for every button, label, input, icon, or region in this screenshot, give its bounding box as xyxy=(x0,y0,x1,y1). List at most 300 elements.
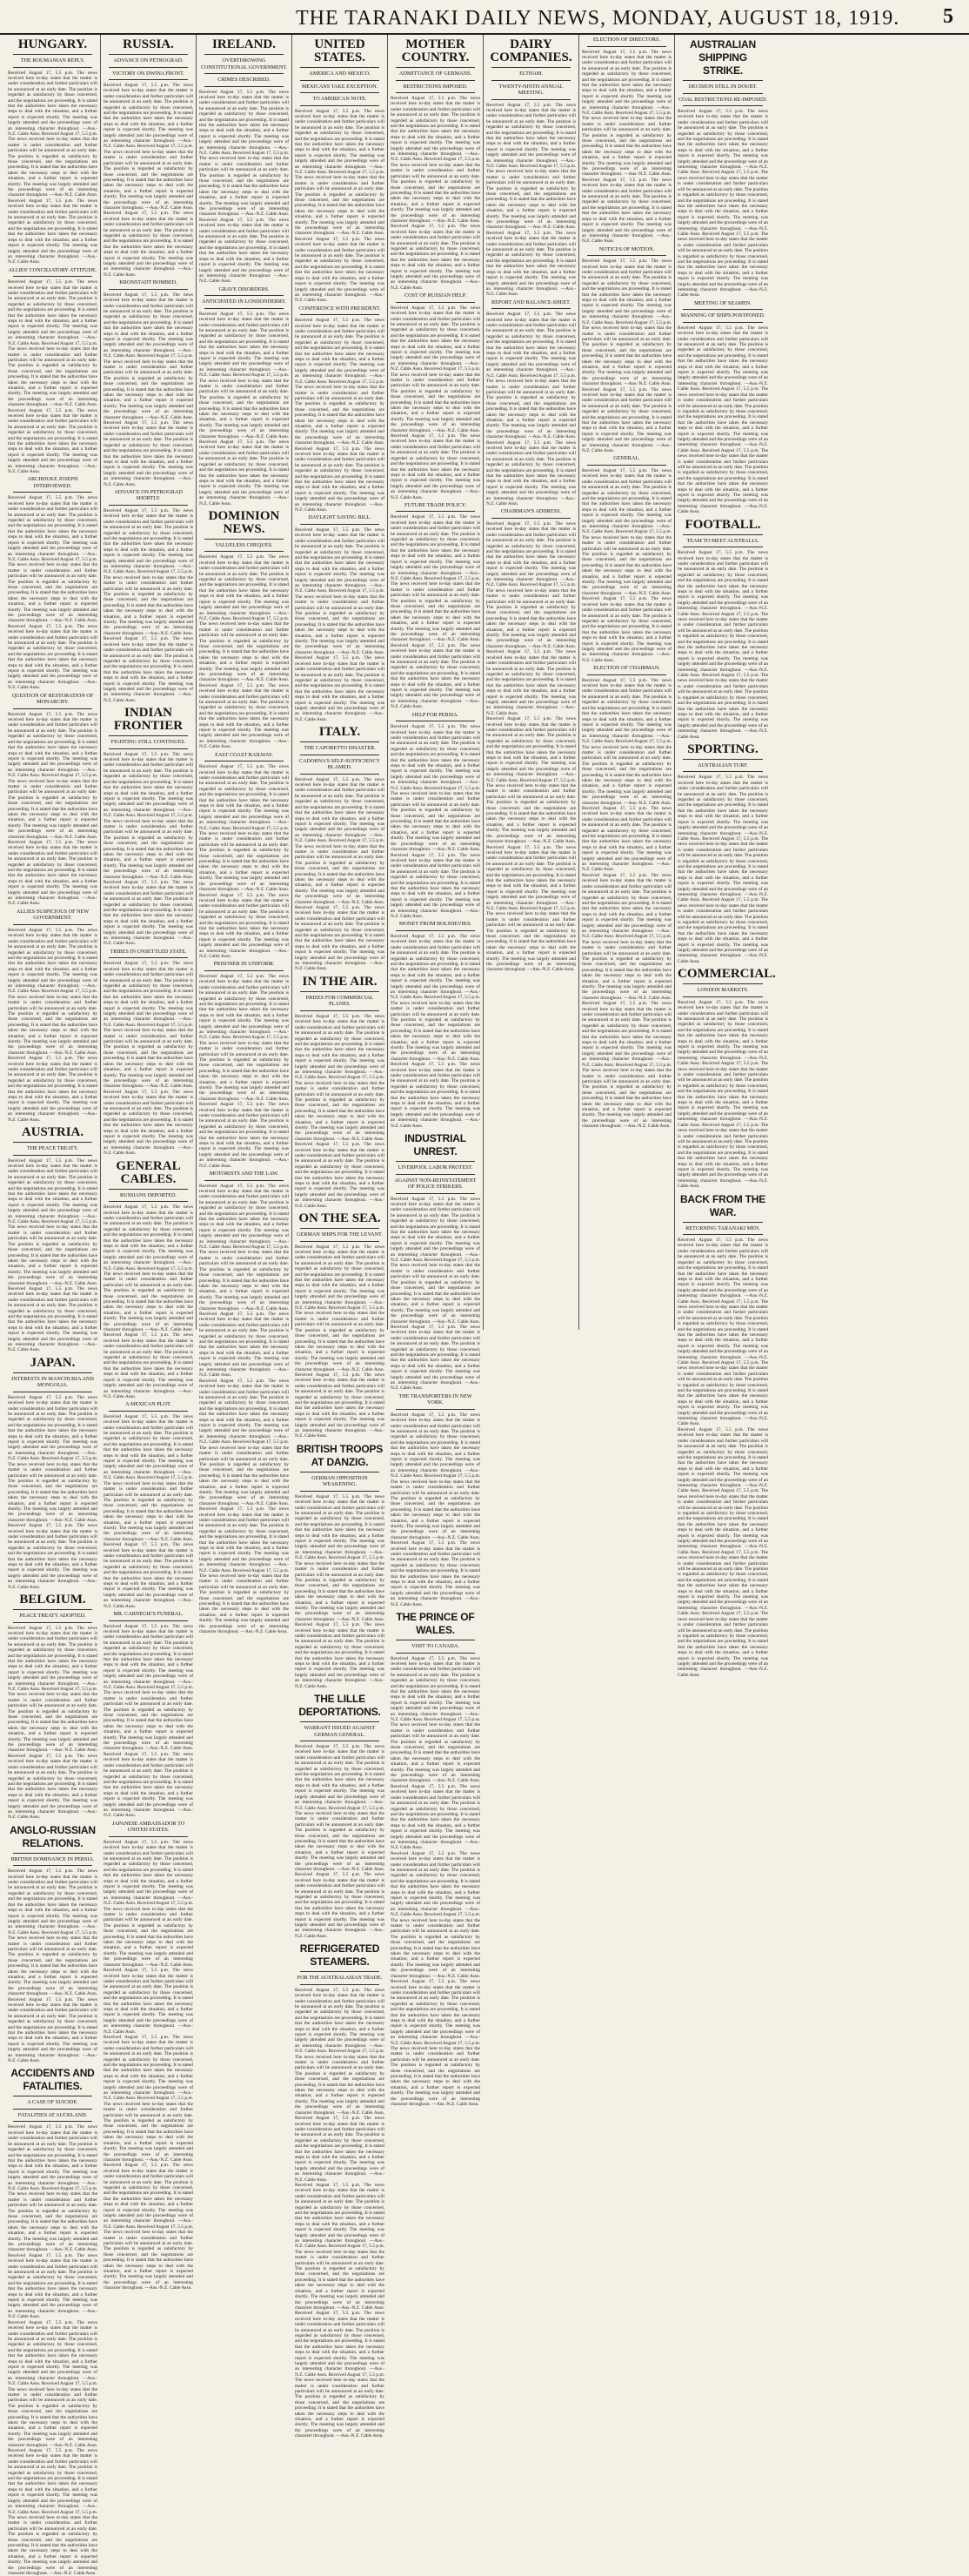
article-body: Received August 17, 5.5 p.m. The news received here to-day states that the matter is under consideration and further particulars will be announced at an early date. The position is regarded as satisfactory by those concerned, and the negotiations are proceeding. It is stated that the authorities have taken the necessary steps to deal with the situation, and a further report is expected shortly. The meeting was largely attended and the proceedings were of an interesting character throughout. —Aus.-N.Z. Cable Assn. Received August 17, 5.5 p.m. The news received here to-day states that the matter is under consideration and further particulars will be announced at an early date. The position is regarded as satisfactory by those concerned, and the negotiations are proceeding. It is stated that the authorities have taken the necessary steps to deal with the situation, and a further report is expected shortly. The meeting was largely attended and the proceedings were of an interesting character throughout. —Aus.-N.Z. Cable Assn. Received August 17, 5.5 p.m. The news received here to-day states that the matter is under consideration and further particulars will be announced at an early date. The position is regarded as satisfactory by those concerned, and the negotiations are proceeding. It is stated that the authorities have taken the necessary steps to deal with the situation, and a further report is expected shortly. The meeting was largely attended and the proceedings were of an interesting character throughout. —Aus.-N.Z. Cable Assn. xyxy=(104,751,193,947)
article-headline: FOOTBALL. xyxy=(685,517,761,532)
subheading-rule xyxy=(204,86,284,87)
article-subheading: CHAIRMAN'S ADDRESS. xyxy=(500,508,562,515)
article-section xyxy=(582,455,672,663)
article-body: Received August 17, 5.5 p.m. The news received here to-day states that the matter is under consideration and further particulars will be announced at an early date. The position is regarded as satisfactory by those concerned, and the negotiations are proceeding. It is stated that the authorities have taken the necessary steps to deal with the situation, and a further report is expected shortly. The meeting was largely attended and the proceedings were of an interesting character throughout. —Aus.-N.Z. Cable Assn. Received August 17, 5.5 p.m. The news received here to-day states that the matter is under consideration and further particulars will be announced at an early date. The position is regarded as satisfactory by those concerned, and the negotiations are proceeding. It is stated that the authorities have taken the necessary steps to deal with the situation, and a further report is expected shortly. The meeting was largely attended and the proceedings were of an interesting character throughout. —Aus.-N.Z. Cable Assn. Received August 17, 5.5 p.m. The news received here to-day states that the matter is under consideration and further particulars will be announced at an early date. The position is regarded as satisfactory by those concerned, and the negotiations are proceeding. It is stated that the authorities have taken the necessary steps to deal with the situation, and a further report is expected shortly. The meeting was largely attended and the proceedings were of an interesting character throughout. —Aus.-N.Z. Cable Assn. Received August 17, 5.5 p.m. The news received here to-day states that the matter is under consideration and further particulars will be announced at an early date. The position is regarded as satisfactory by those concerned, and the negotiations are proceeding. It is stated that the authorities have taken the necessary steps to deal with the situation, and a further report is expected shortly. The meeting was largely attended and the proceedings were of an interesting character throughout. —Aus.-N.Z. Cable Assn. xyxy=(582,872,672,1130)
article-headline: MOTHER COUNTRY. xyxy=(401,37,470,64)
article-headline: RUSSIA. xyxy=(123,37,174,51)
article-body: Received August 17, 5.5 p.m. The news received here to-day states that the matter is under consideration and further particulars will be announced at an early date. The position is regarded as satisfactory by those concerned, and the negotiations are proceeding. It is stated that the authorities have taken the necessary steps to deal with the situation, and a further report is expected shortly. The meeting was largely attended and the proceedings were of an interesting character throughout. —Aus.-N.Z. Cable Assn. Received August 17, 5.5 p.m. The news received here to-day states that the matter is under consideration and further particulars will be announced at an early date. The position is regarded as satisfactory by those concerned, and the negotiations are proceeding. It is stated that the authorities have taken the necessary steps to deal with the situation, and a further report is expected shortly. The meeting was largely attended and the proceedings were of an interesting character throughout. —Aus.-N.Z. Cable Assn. Received August 17, 5.5 p.m. The news received here to-day states that the matter is under consideration and further particulars will be announced at an early date. The position is regarded as satisfactory by those concerned, and the negotiations are proceeding. It is stated that the authorities have taken the necessary steps to deal with the situation, and a further report is expected shortly. The meeting was largely attended and the proceedings were of an interesting character throughout. —Aus.-N.Z. Cable Assn. xyxy=(8,1625,97,1821)
subheading-rule xyxy=(13,708,92,709)
article-subheading: INTERESTS IN MANCHURIA AND MONGOLIA. xyxy=(11,1375,94,1389)
article-body: Received August 17, 5.5 p.m. The news received here to-day states that the matter is under consideration and further particulars will be announced at an early date. The position is regarded as satisfactory by those concerned, and the negotiations are proceeding. It is stated that the authorities have taken the necessary steps to deal with the situation, and a further report is expected shortly. The meeting was largely attended and the proceedings were of an interesting character throughout. —Aus.-N.Z. Cable Assn. Received August 17, 5.5 p.m. The news received here to-day states that the matter is under consideration and further particulars will be announced at an early date. The position is regarded as satisfactory by those concerned, and the negotiations are proceeding. It is stated that the authorities have taken the necessary steps to deal with the situation, and a further report is expected shortly. The meeting was largely attended and the proceedings were of an interesting character throughout. —Aus.-N.Z. Cable Assn. Received August 17, 5.5 p.m. The news received here to-day states that the matter is under consideration and further particulars will be announced at an early date. The position is regarded as satisfactory by those concerned, and the negotiations are proceeding. It is stated that the authorities have taken the necessary steps to deal with the situation, and a further report is expected shortly. The meeting was largely attended and the proceedings were of an interesting character throughout. —Aus.-N.Z. Cable Assn. xyxy=(104,83,193,278)
article-body: Received August 17, 5.5 p.m. The news received here to-day states that the matter is under consideration and further particulars will be announced at an early date. The position is regarded as satisfactory by those concerned, and the negotiations are proceeding. It is stated that the authorities have taken the necessary steps to deal with the situation, and a further report is expected shortly. The meeting was largely attended and the proceedings were of an interesting character throughout. —Aus.-N.Z. Cable Assn. Received August 17, 5.5 p.m. The news received here to-day states that the matter is under consideration and further particulars will be announced at an early date. The position is regarded as satisfactory by those concerned, and the negotiations are proceeding. It is stated that the authorities have taken the necessary steps to deal with the situation, and a further report is expected shortly. The meeting was largely attended and the proceedings were of an interesting character throughout. —Aus.-N.Z. Cable Assn. Received August 17, 5.5 p.m. The news received here to-day states that the matter is under consideration and further particulars will be announced at an early date. The position is regarded as satisfactory by those concerned, and the negotiations are proceeding. It is stated that the authorities have taken the necessary steps to deal with the situation, and a further report is expected shortly. The meeting was largely attended and the proceedings were of an interesting character throughout. —Aus.-N.Z. Cable Assn. Received August 17, 5.5 p.m. The news received here to-day states that the matter is under consideration and further particulars will be announced at an early date. The position is regarded as satisfactory by those concerned, and the negotiations are proceeding. It is stated that the authorities have taken the necessary steps to deal with the situation, and a further report is expected shortly. The meeting was largely attended and the proceedings were of an interesting character throughout. —Aus.-N.Z. Cable Assn. xyxy=(295,2182,384,2439)
subheading-rule xyxy=(204,970,284,971)
article-section xyxy=(199,752,289,960)
article-subheading: BRITISH DOMINANCE IN PERSIA. xyxy=(10,1855,95,1862)
article-section xyxy=(295,1942,384,2183)
article-headline: ON THE SEA. xyxy=(298,1211,381,1226)
headline-rule xyxy=(300,1228,379,1229)
article-subheading: THE TRANSPORTERS IN NEW YORK. xyxy=(398,1392,472,1406)
article-body: Received August 17, 5.5 p.m. The news received here to-day states that the matter is under consideration and further particulars will be announced at an early date. The position is regarded as satisfactory by those concerned, and the negotiations are proceeding. It is stated that the authorities have taken the necessary steps to deal with the situation, and a further report is expected shortly. The meeting was largely attended and the proceedings were of an interesting character throughout. —Aus.-N.Z. Cable Assn. Received August 17, 5.5 p.m. The news received here to-day states that the matter is under consideration and further particulars will be announced at an early date. The position is regarded as satisfactory by those concerned, and the negotiations are proceeding. It is stated that the authorities have taken the necessary steps to deal with the situation, and a further report is expected shortly. The meeting was largely attended and the proceedings were of an interesting character throughout. —Aus.-N.Z. Cable Assn. Received August 17, 5.5 p.m. The news received here to-day states that the matter is under consideration and further particulars will be announced at an early date. The position is regarded as satisfactory by those concerned, and the negotiations are proceeding. It is stated that the authorities have taken the necessary steps to deal with the situation, and a further report is expected shortly. The meeting was largely attended and the proceedings were of an interesting character throughout. —Aus.-N.Z. Cable Assn. xyxy=(295,1013,384,1209)
article-body: Received August 17, 5.5 p.m. The news received here to-day states that the matter is under consideration and further particulars will be announced at an early date. The position is regarded as satisfactory by those concerned, and the negotiations are proceeding. It is stated that the authorities have taken the necessary steps to deal with the situation, and a further report is expected shortly. The meeting was largely attended and the proceedings were of an interesting character throughout. —Aus.-N.Z. Cable Assn. Received August 17, 5.5 p.m. The news received here to-day states that the matter is under consideration and further particulars will be announced at an early date. The position is regarded as satisfactory by those concerned, and the negotiations are proceeding. It is stated that the authorities have taken the necessary steps to deal with the situation, and a further report is expected shortly. The meeting was largely attended and the proceedings were of an interesting character throughout. —Aus.-N.Z. Cable Assn. Received August 17, 5.5 p.m. The news received here to-day states that the matter is under consideration and further particulars will be announced at an early date. The position is regarded as satisfactory by those concerned, and the negotiations are proceeding. It is stated that the authorities have taken the necessary steps to deal with the situation, and a further report is expected shortly. The meeting was largely attended and the proceedings were of an interesting character throughout. —Aus.-N.Z. Cable Assn. xyxy=(199,1183,289,1379)
article-section xyxy=(391,1132,480,1392)
headline-rule xyxy=(683,1222,763,1223)
article-subheading: GRAVE DISORDERS. xyxy=(218,285,270,292)
article-headline: ITALY. xyxy=(318,725,361,740)
article-headline: DAIRY COMPANIES. xyxy=(490,37,572,64)
article-headline: DOMINION NEWS. xyxy=(208,508,280,536)
article-subheading: FOR THE AUSTRALASIAN TRADE. xyxy=(297,1975,383,1982)
article-headline: GENERAL CABLES. xyxy=(116,1158,181,1186)
subheading-rule xyxy=(300,524,379,525)
article-subheading: ELTHAM. xyxy=(519,70,543,77)
article-subheading: FIGHTING STILL CONTINUES. xyxy=(110,739,186,746)
article-subheading: RESTRICTIONS IMPOSED. xyxy=(403,83,468,90)
article-section xyxy=(199,38,289,285)
article-section xyxy=(582,37,672,245)
article-body: Received August 17, 5.5 p.m. The news received here to-day states that the matter is under consideration and further particulars will be announced at an early date. The position is regarded as satisfactory by those concerned, and the negotiations are proceeding. It is stated that the authorities have taken the necessary steps to deal with the situation, and a further report is expected shortly. The meeting was largely attended and the proceedings were of an interesting character throughout. —Aus.-N.Z. Cable Assn. Received August 17, 5.5 p.m. The news received here to-day states that the matter is under consideration and further particulars will be announced at an early date. The position is regarded as satisfactory by those concerned, and the negotiations are proceeding. It is stated that the authorities have taken the necessary steps to deal with the situation, and a further report is expected shortly. The meeting was largely attended and the proceedings were of an interesting character throughout. —Aus.-N.Z. Cable Assn. Received August 17, 5.5 p.m. The news received here to-day states that the matter is under consideration and further particulars will be announced at an early date. The position is regarded as satisfactory by those concerned, and the negotiations are proceeding. It is stated that the authorities have taken the necessary steps to deal with the situation, and a further report is expected shortly. The meeting was largely attended and the proceedings were of an interesting character throughout. —Aus.-N.Z. Cable Assn. xyxy=(391,933,480,1129)
subheading-rule xyxy=(587,465,666,466)
subheading-rule xyxy=(109,505,188,506)
subheading-rule xyxy=(204,551,284,552)
article-subheading: COST OF RUSSIAN HELP. xyxy=(404,292,467,299)
article-body: Received August 17, 5.5 p.m. The news received here to-day states that the matter is under consideration and further particulars will be announced at an early date. The position is regarded as satisfactory by those concerned, and the negotiations are proceeding. It is stated that the authorities have taken the necessary steps to deal with the situation, and a further report is expected shortly. The meeting was largely attended and the proceedings were of an interesting character throughout. —Aus.-N.Z. Cable Assn. Received August 17, 5.5 p.m. The news received here to-day states that the matter is under consideration and further particulars will be announced at an early date. The position is regarded as satisfactory by those concerned, and the negotiations are proceeding. It is stated that the authorities have taken the necessary steps to deal with the situation, and a further report is expected shortly. The meeting was largely attended and the proceedings were of an interesting character throughout. —Aus.-N.Z. Cable Assn. Received August 17, 5.5 p.m. The news received here to-day states that the matter is under consideration and further particulars will be announced at an early date. The position is regarded as satisfactory by those concerned, and the negotiations are proceeding. It is stated that the authorities have taken the necessary steps to deal with the situation, and a further report is expected shortly. The meeting was largely attended and the proceedings were of an interesting character throughout. —Aus.-N.Z. Cable Assn. xyxy=(295,1244,384,1439)
article-subheading: COAL RESTRICTIONS RE-IMPOSED. xyxy=(678,96,768,103)
article-subheading: AGAINST NON-REINSTATEMENT OF POLICE STRIKERS. xyxy=(394,1177,477,1191)
article-section xyxy=(295,305,384,513)
subheading-rule xyxy=(109,1620,188,1621)
subheading-rule xyxy=(109,748,188,749)
subheading-rule xyxy=(683,309,763,310)
headline-rule xyxy=(13,1609,92,1610)
article-subheading: VALUELESS CHEQUES. xyxy=(215,541,273,548)
article-section xyxy=(199,286,289,506)
article-section xyxy=(199,961,289,1169)
article-section xyxy=(295,1693,384,1939)
headline-rule xyxy=(13,1142,92,1143)
article-subheading: EAST COAST RAILWAY. xyxy=(215,751,273,758)
subheading-rule xyxy=(13,67,92,68)
article-body: Received August 17, 5.5 p.m. The news received here to-day states that the matter is under consideration and further particulars will be announced at an early date. The position is regarded as satisfactory by those concerned, and the negotiations are proceeding. It is stated that the authorities have taken the necessary steps to deal with the situation, and a further report is expected shortly. The meeting was largely attended and the proceedings were of an interesting character throughout. —Aus.-N.Z. Cable Assn. Received August 17, 5.5 p.m. The news received here to-day states that the matter is under consideration and further particulars will be announced at an early date. The position is regarded as satisfactory by those concerned, and the negotiations are proceeding. It is stated that the authorities have taken the necessary steps to deal with the situation, and a further report is expected shortly. The meeting was largely attended and the proceedings were of an interesting character throughout. —Aus.-N.Z. Cable Assn. Received August 17, 5.5 p.m. The news received here to-day states that the matter is under consideration and further particulars will be announced at an early date. The position is regarded as satisfactory by those concerned, and the negotiations are proceeding. It is stated that the authorities have taken the necessary steps to deal with the situation, and a further report is expected shortly. The meeting was largely attended and the proceedings were of an interesting character throughout. —Aus.-N.Z. Cable Assn. xyxy=(8,70,97,265)
subheading-rule xyxy=(683,996,763,997)
article-body: Received August 17, 5.5 p.m. The news received here to-day states that the matter is under consideration and further particulars will be announced at an early date. The position is regarded as satisfactory by those concerned, and the negotiations are proceeding. It is stated that the authorities have taken the necessary steps to deal with the situation, and a further report is expected shortly. The meeting was largely attended and the proceedings were of an interesting character throughout. —Aus.-N.Z. Cable Assn. Received August 17, 5.5 p.m. The news received here to-day states that the matter is under consideration and further particulars will be announced at an early date. The position is regarded as satisfactory by those concerned, and the negotiations are proceeding. It is stated that the authorities have taken the necessary steps to deal with the situation, and a further report is expected shortly. The meeting was largely attended and the proceedings were of an interesting character throughout. —Aus.-N.Z. Cable Assn. Received August 17, 5.5 p.m. The news received here to-day states that the matter is under consideration and further particulars will be announced at an early date. The position is regarded as satisfactory by those concerned, and the negotiations are proceeding. It is stated that the authorities have taken the necessary steps to deal with the situation, and a further report is expected shortly. The meeting was largely attended and the proceedings were of an interesting character throughout. —Aus.-N.Z. Cable Assn. xyxy=(295,776,384,972)
subheading-rule xyxy=(491,308,571,309)
article-subheading: LONDON MARKETS. xyxy=(697,987,749,994)
article-body: Received August 17, 5.5 p.m. The news received here to-day states that the matter is under consideration and further particulars will be announced at an early date. The position is regarded as satisfactory by those concerned, and the negotiations are proceeding. It is stated that the authorities have taken the necessary steps to deal with the situation, and a further report is expected shortly. The meeting was largely attended and the proceedings were of an interesting character throughout. —Aus.-N.Z. Cable Assn. Received August 17, 5.5 p.m. The news received here to-day states that the matter is under consideration and further particulars will be announced at an early date. The position is regarded as satisfactory by those concerned, and the negotiations are proceeding. It is stated that the authorities have taken the necessary steps to deal with the situation, and a further report is expected shortly. The meeting was largely attended and the proceedings were of an interesting character throughout. —Aus.-N.Z. Cable Assn. Received August 17, 5.5 p.m. The news received here to-day states that the matter is under consideration and further particulars will be announced at an early date. The position is regarded as satisfactory by those concerned, and the negotiations are proceeding. It is stated that the authorities have taken the necessary steps to deal with the situation, and a further report is expected shortly. The meeting was largely attended and the proceedings were of an interesting character throughout. —Aus.-N.Z. Cable Assn. xyxy=(295,1493,384,1689)
article-body: Received August 17, 5.5 p.m. The news received here to-day states that the matter is under consideration and further particulars will be announced at an early date. The position is regarded as satisfactory by those concerned, and the negotiations are proceeding. It is stated that the authorities have taken the necessary steps to deal with the situation, and a further report is expected shortly. The meeting was largely attended and the proceedings were of an interesting character throughout. —Aus.-N.Z. Cable Assn. Received August 17, 5.5 p.m. The news received here to-day states that the matter is under consideration and further particulars will be announced at an early date. The position is regarded as satisfactory by those concerned, and the negotiations are proceeding. It is stated that the authorities have taken the necessary steps to deal with the situation, and a further report is expected shortly. The meeting was largely attended and the proceedings were of an interesting character throughout. —Aus.-N.Z. Cable Assn. Received August 17, 5.5 p.m. The news received here to-day states that the matter is under consideration and further particulars will be announced at an early date. The position is regarded as satisfactory by those concerned, and the negotiations are proceeding. It is stated that the authorities have taken the necessary steps to deal with the situation, and a further report is expected shortly. The meeting was largely attended and the proceedings were of an interesting character throughout. —Aus.-N.Z. Cable Assn. xyxy=(295,1744,384,1939)
article-subheading: GERMAN SHIPS FOR THE LEVANT. xyxy=(297,1231,383,1238)
article-body: Received August 17, 5.5 p.m. The news received here to-day states that the matter is under consideration and further particulars will be announced at an early date. The position is regarded as satisfactory by those concerned, and the negotiations are proceeding. It is stated that the authorities have taken the necessary steps to deal with the situation, and a further report is expected shortly. The meeting was largely attended and the proceedings were of an interesting character throughout. —Aus.-N.Z. Cable Assn. Received August 17, 5.5 p.m. The news received here to-day states that the matter is under consideration and further particulars will be announced at an early date. The position is regarded as satisfactory by those concerned, and the negotiations are proceeding. It is stated that the authorities have taken the necessary steps to deal with the situation, and a further report is expected shortly. The meeting was largely attended and the proceedings were of an interesting character throughout. —Aus.-N.Z. Cable Assn. Received August 17, 5.5 p.m. The news received here to-day states that the matter is under consideration and further particulars will be announced at an early date. The position is regarded as satisfactory by those concerned, and the negotiations are proceeding. It is stated that the authorities have taken the necessary steps to deal with the situation, and a further report is expected shortly. The meeting was largely attended and the proceedings were of an interesting character throughout. —Aus.-N.Z. Cable Assn. xyxy=(104,961,193,1157)
subheading-rule xyxy=(13,1622,92,1623)
article-subheading: LIVERPOOL LABOR PROTEST. xyxy=(398,1164,473,1171)
article-section xyxy=(8,267,97,475)
article-section xyxy=(391,1393,480,1607)
headline-rule xyxy=(300,991,379,992)
headline-rule xyxy=(13,54,92,55)
article-section xyxy=(8,38,97,265)
article-body: Received August 17, 5.5 p.m. The news received here to-day states that the matter is under consideration and further particulars will be announced at an early date. The position is regarded as satisfactory by those concerned, and the negotiations are proceeding. It is stated that the authorities have taken the necessary steps to deal with the situation, and a further report is expected shortly. The meeting was largely attended and the proceedings were of an interesting character throughout. —Aus.-N.Z. Cable Assn. Received August 17, 5.5 p.m. The news received here to-day states that the matter is under consideration and further particulars will be announced at an early date. The position is regarded as satisfactory by those concerned, and the negotiations are proceeding. It is stated that the authorities have taken the necessary steps to deal with the situation, and a further report is expected shortly. The meeting was largely attended and the proceedings were of an interesting character throughout. —Aus.-N.Z. Cable Assn. Received August 17, 5.5 p.m. The news received here to-day states that the matter is under consideration and further particulars will be announced at an early date. The position is regarded as satisfactory by those concerned, and the negotiations are proceeding. It is stated that the authorities have taken the necessary steps to deal with the situation, and a further report is expected shortly. The meeting was largely attended and the proceedings were of an interesting character throughout. —Aus.-N.Z. Cable Assn. xyxy=(104,1413,193,1609)
subheading-rule xyxy=(396,1409,475,1410)
article-subheading: TWENTY-NINTH ANNUAL MEETING. xyxy=(498,83,564,96)
headline-rule xyxy=(683,983,763,984)
article-headline: INDUSTRIAL UNREST. xyxy=(404,1132,466,1158)
article-body: Received August 17, 5.5 p.m. The news received here to-day states that the matter is under consideration and further particulars will be announced at an early date. The position is regarded as satisfactory by those concerned, and the negotiations are proceeding. It is stated that the authorities have taken the necessary steps to deal with the situation, and a further report is expected shortly. The meeting was largely attended and the proceedings were of an interesting character throughout. —Aus.-N.Z. Cable Assn. Received August 17, 5.5 p.m. The news received here to-day states that the matter is under consideration and further particulars will be announced at an early date. The position is regarded as satisfactory by those concerned, and the negotiations are proceeding. It is stated that the authorities have taken the necessary steps to deal with the situation, and a further report is expected shortly. The meeting was largely attended and the proceedings were of an interesting character throughout. —Aus.-N.Z. Cable Assn. Received August 17, 5.5 p.m. The news received here to-day states that the matter is under consideration and further particulars will be announced at an early date. The position is regarded as satisfactory by those concerned, and the negotiations are proceeding. It is stated that the authorities have taken the necessary steps to deal with the situation, and a further report is expected shortly. The meeting was largely attended and the proceedings were of an interesting character throughout. —Aus.-N.Z. Cable Assn. xyxy=(199,311,289,506)
article-subheading: MEXICANS TAKE EXCEPTION. xyxy=(301,83,378,90)
article-section xyxy=(391,921,480,1129)
article-headline: COMMERCIAL. xyxy=(678,967,776,982)
headline-rule xyxy=(204,54,284,55)
article-body: Received August 17, 5.5 p.m. The news received here to-day states that the matter is under consideration and further particulars will be announced at an early date. The position is regarded as satisfactory by those concerned, and the negotiations are proceeding. It is stated that the authorities have taken the necessary steps to deal with the situation, and a further report is expected shortly. The meeting was largely attended and the proceedings were of an interesting character throughout. —Aus.-N.Z. Cable Assn. Received August 17, 5.5 p.m. The news received here to-day states that the matter is under consideration and further particulars will be announced at an early date. The position is regarded as satisfactory by those concerned, and the negotiations are proceeding. It is stated that the authorities have taken the necessary steps to deal with the situation, and a further report is expected shortly. The meeting was largely attended and the proceedings were of an interesting character throughout. —Aus.-N.Z. Cable Assn. Received August 17, 5.5 p.m. The news received here to-day states that the matter is under consideration and further particulars will be announced at an early date. The position is regarded as satisfactory by those concerned, and the negotiations are proceeding. It is stated that the authorities have taken the necessary steps to deal with the situation, and a further report is expected shortly. The meeting was largely attended and the proceedings were of an interesting character throughout. —Aus.-N.Z. Cable Assn. xyxy=(295,318,384,513)
article-headline: IN THE AIR. xyxy=(302,974,378,989)
subheading-rule xyxy=(683,93,763,94)
article-body: Received August 17, 5.5 p.m. The news received here to-day states that the matter is under consideration and further particulars will be announced at an early date. The position is regarded as satisfactory by those concerned, and the negotiations are proceeding. It is stated that the authorities have taken the necessary steps to deal with the situation, and a further report is expected shortly. The meeting was largely attended and the proceedings were of an interesting character throughout. —Aus.-N.Z. Cable Assn. Received August 17, 5.5 p.m. The news received here to-day states that the matter is under consideration and further particulars will be announced at an early date. The position is regarded as satisfactory by those concerned, and the negotiations are proceeding. It is stated that the authorities have taken the necessary steps to deal with the situation, and a further report is expected shortly. The meeting was largely attended and the proceedings were of an interesting character throughout. —Aus.-N.Z. Cable Assn. Received August 17, 5.5 p.m. The news received here to-day states that the matter is under consideration and further particulars will be announced at an early date. The position is regarded as satisfactory by those concerned, and the negotiations are proceeding. It is stated that the authorities have taken the necessary steps to deal with the situation, and a further report is expected shortly. The meeting was largely attended and the proceedings were of an interesting character throughout. —Aus.-N.Z. Cable Assn. xyxy=(295,527,384,722)
article-subheading: ALLIES SUSPICIOUS OF NEW GOVERNMENT. xyxy=(16,908,90,922)
subheading-rule xyxy=(396,1174,475,1175)
article-section xyxy=(8,1126,97,1353)
article-subheading: THE ROUMANIAN REPLY. xyxy=(20,57,85,64)
article-body: Received August 17, 5.5 p.m. The news received here to-day states that the matter is under consideration and further particulars will be announced at an early date. The position is regarded as satisfactory by those concerned, and the negotiations are proceeding. It is stated that the authorities have taken the necessary steps to deal with the situation, and a further report is expected shortly. The meeting was largely attended and the proceedings were of an interesting character throughout. —Aus.-N.Z. Cable Assn. Received August 17, 5.5 p.m. The news received here to-day states that the matter is under consideration and further particulars will be announced at an early date. The position is regarded as satisfactory by those concerned, and the negotiations are proceeding. It is stated that the authorities have taken the necessary steps to deal with the situation, and a further report is expected shortly. The meeting was largely attended and the proceedings were of an interesting character throughout. —Aus.-N.Z. Cable Assn. Received August 17, 5.5 p.m. The news received here to-day states that the matter is under consideration and further particulars will be announced at an early date. The position is regarded as satisfactory by those concerned, and the negotiations are proceeding. It is stated that the authorities have taken the necessary steps to deal with the situation, and a further report is expected shortly. The meeting was largely attended and the proceedings were of an interesting character throughout. —Aus.-N.Z. Cable Assn. xyxy=(582,49,672,245)
article-section xyxy=(104,949,193,1157)
subheading-rule xyxy=(13,276,92,277)
subheading-rule xyxy=(396,511,475,512)
article-body: Received August 17, 5.5 p.m. The news received here to-day states that the matter is under consideration and further particulars will be announced at an early date. The position is regarded as satisfactory by those concerned, and the negotiations are proceeding. It is stated that the authorities have taken the necessary steps to deal with the situation, and a further report is expected shortly. The meeting was largely attended and the proceedings were of an interesting character throughout. —Aus.-N.Z. Cable Assn. Received August 17, 5.5 p.m. The news received here to-day states that the matter is under consideration and further particulars will be announced at an early date. The position is regarded as satisfactory by those concerned, and the negotiations are proceeding. It is stated that the authorities have taken the necessary steps to deal with the situation, and a further report is expected shortly. The meeting was largely attended and the proceedings were of an interesting character throughout. —Aus.-N.Z. Cable Assn. Received August 17, 5.5 p.m. The news received here to-day states that the matter is under consideration and further particulars will be announced at an early date. The position is regarded as satisfactory by those concerned, and the negotiations are proceeding. It is stated that the authorities have taken the necessary steps to deal with the situation, and a further report is expected shortly. The meeting was largely attended and the proceedings were of an interesting character throughout. —Aus.-N.Z. Cable Assn. xyxy=(391,1655,480,1851)
subheading-rule xyxy=(13,2109,92,2110)
article-section xyxy=(8,909,97,1123)
column-1 xyxy=(5,35,101,2576)
article-body: Received August 17, 5.5 p.m. The news received here to-day states that the matter is under consideration and further particulars will be announced at an early date. The position is regarded as satisfactory by those concerned, and the negotiations are proceeding. It is stated that the authorities have taken the necessary steps to deal with the situation, and a further report is expected shortly. The meeting was largely attended and the proceedings were of an interesting character throughout. —Aus.-N.Z. Cable Assn. Received August 17, 5.5 p.m. The news received here to-day states that the matter is under consideration and further particulars will be announced at an early date. The position is regarded as satisfactory by those concerned, and the negotiations are proceeding. It is stated that the authorities have taken the necessary steps to deal with the situation, and a further report is expected shortly. The meeting was largely attended and the proceedings were of an interesting character throughout. —Aus.-N.Z. Cable Assn. Received August 17, 5.5 p.m. The news received here to-day states that the matter is under consideration and further particulars will be announced at an early date. The position is regarded as satisfactory by those concerned, and the negotiations are proceeding. It is stated that the authorities have taken the necessary steps to deal with the situation, and a further report is expected shortly. The meeting was largely attended and the proceedings were of an interesting character throughout. —Aus.-N.Z. Cable Assn. xyxy=(391,305,480,500)
headline-rule xyxy=(109,735,188,736)
article-body: Received August 17, 5.5 p.m. The news received here to-day states that the matter is under consideration and further particulars will be announced at an early date. The position is regarded as satisfactory by those concerned, and the negotiations are proceeding. It is stated that the authorities have taken the necessary steps to deal with the situation, and a further report is expected shortly. The meeting was largely attended and the proceedings were of an interesting character throughout. —Aus.-N.Z. Cable Assn. Received August 17, 5.5 p.m. The news received here to-day states that the matter is under consideration and further particulars will be announced at an early date. The position is regarded as satisfactory by those concerned, and the negotiations are proceeding. It is stated that the authorities have taken the necessary steps to deal with the situation, and a further report is expected shortly. The meeting was largely attended and the proceedings were of an interesting character throughout. —Aus.-N.Z. Cable Assn. Received August 17, 5.5 p.m. The news received here to-day states that the matter is under consideration and further particulars will be announced at an early date. The position is regarded as satisfactory by those concerned, and the negotiations are proceeding. It is stated that the authorities have taken the necessary steps to deal with the situation, and a further report is expected shortly. The meeting was largely attended and the proceedings were of an interesting character throughout. —Aus.-N.Z. Cable Assn. xyxy=(104,1839,193,2035)
article-section xyxy=(104,279,193,487)
subheading-rule xyxy=(300,105,379,106)
subheading-rule xyxy=(109,1836,188,1837)
article-section xyxy=(199,1171,289,1379)
article-subheading: ADMITTANCE OF GERMANS. xyxy=(398,70,472,77)
subheading-rule xyxy=(13,492,92,493)
subheading-rule xyxy=(683,322,763,323)
subheading-rule xyxy=(587,46,666,47)
subheading-rule xyxy=(396,930,475,931)
article-section xyxy=(391,502,480,710)
subheading-rule xyxy=(109,289,188,290)
subheading-rule xyxy=(587,674,666,675)
headline-rule xyxy=(300,1971,379,1972)
article-subheading: THE CAPORETTO DISASTER. xyxy=(304,745,376,752)
headline-rule xyxy=(683,80,763,81)
article-subheading: AMERICA AND MEXICO. xyxy=(309,70,371,77)
article-section xyxy=(391,1611,480,1851)
article-body: Received August 17, 5.5 p.m. The news received here to-day states that the matter is under consideration and further particulars will be announced at an early date. The position is regarded as satisfactory by those concerned, and the negotiations are proceeding. It is stated that the authorities have taken the necessary steps to deal with the situation, and a further report is expected shortly. The meeting was largely attended and the proceedings were of an interesting character throughout. —Aus.-N.Z. Cable Assn. Received August 17, 5.5 p.m. The news received here to-day states that the matter is under consideration and further particulars will be announced at an early date. The position is regarded as satisfactory by those concerned, and the negotiations are proceeding. It is stated that the authorities have taken the necessary steps to deal with the situation, and a further report is expected shortly. The meeting was largely attended and the proceedings were of an interesting character throughout. —Aus.-N.Z. Cable Assn. Received August 17, 5.5 p.m. The news received here to-day states that the matter is under consideration and further particulars will be announced at an early date. The position is regarded as satisfactory by those concerned, and the negotiations are proceeding. It is stated that the authorities have taken the necessary steps to deal with the situation, and a further report is expected shortly. The meeting was largely attended and the proceedings were of an interesting character throughout. —Aus.-N.Z. Cable Assn. Received August 17, 5.5 p.m. The news received here to-day states that the matter is under consideration and further particulars will be announced at an early date. The position is regarded as satisfactory by those concerned, and the negotiations are proceeding. It is stated that the authorities have taken the necessary steps to deal with the situation, and a further report is expected shortly. The meeting was largely attended and the proceedings were of an interesting character throughout. —Aus.-N.Z. Cable Assn. xyxy=(486,716,576,973)
article-headline: UNITED STATES. xyxy=(313,37,366,64)
article-subheading: TEAM TO MEET AUSTRALIA. xyxy=(686,537,759,544)
article-subheading: FATALITIES AT AUCKLAND. xyxy=(17,2111,88,2118)
article-section xyxy=(678,743,768,964)
article-section xyxy=(295,514,384,722)
subheading-rule xyxy=(396,1653,475,1654)
article-section xyxy=(486,508,576,716)
article-body: Received August 17, 5.5 p.m. The news received here to-day states that the matter is under consideration and further particulars will be announced at an early date. The position is regarded as satisfactory by those concerned, and the negotiations are proceeding. It is stated that the authorities have taken the necessary steps to deal with the situation, and a further report is expected shortly. The meeting was largely attended and the proceedings were of an interesting character throughout. —Aus.-N.Z. Cable Assn. Received August 17, 5.5 p.m. The news received here to-day states that the matter is under consideration and further particulars will be announced at an early date. The position is regarded as satisfactory by those concerned, and the negotiations are proceeding. It is stated that the authorities have taken the necessary steps to deal with the situation, and a further report is expected shortly. The meeting was largely attended and the proceedings were of an interesting character throughout. —Aus.-N.Z. Cable Assn. Received August 17, 5.5 p.m. The news received here to-day states that the matter is under consideration and further particulars will be announced at an early date. The position is regarded as satisfactory by those concerned, and the negotiations are proceeding. It is stated that the authorities have taken the necessary steps to deal with the situation, and a further report is expected shortly. The meeting was largely attended and the proceedings were of an interesting character throughout. —Aus.-N.Z. Cable Assn. xyxy=(486,312,576,507)
subheading-rule xyxy=(491,518,571,519)
article-subheading: MEETING OF SEAMEN. xyxy=(694,299,752,306)
subheading-rule xyxy=(300,80,379,81)
article-section xyxy=(486,299,576,507)
article-body: Received August 17, 5.5 p.m. The news received here to-day states that the matter is under consideration and further particulars will be announced at an early date. The position is regarded as satisfactory by those concerned, and the negotiations are proceeding. It is stated that the authorities have taken the necessary steps to deal with the situation, and a further report is expected shortly. The meeting was largely attended and the proceedings were of an interesting character throughout. —Aus.-N.Z. Cable Assn. Received August 17, 5.5 p.m. The news received here to-day states that the matter is under consideration and further particulars will be announced at an early date. The position is regarded as satisfactory by those concerned, and the negotiations are proceeding. It is stated that the authorities have taken the necessary steps to deal with the situation, and a further report is expected shortly. The meeting was largely attended and the proceedings were of an interesting character throughout. —Aus.-N.Z. Cable Assn. Received August 17, 5.5 p.m. The news received here to-day states that the matter is under consideration and further particulars will be announced at an early date. The position is regarded as satisfactory by those concerned, and the negotiations are proceeding. It is stated that the authorities have taken the necessary steps to deal with the situation, and a further report is expected shortly. The meeting was largely attended and the proceedings were of an interesting character throughout. —Aus.-N.Z. Cable Assn. xyxy=(104,1623,193,1819)
column-3 xyxy=(197,35,292,1635)
headline-rule xyxy=(300,67,379,68)
subheading-rule xyxy=(683,1234,763,1235)
article-headline: JAPAN. xyxy=(30,1355,76,1370)
article-subheading: PRISONER IN UNIFORM. xyxy=(213,961,275,968)
article-body: Received August 17, 5.5 p.m. The news received here to-day states that the matter is under consideration and further particulars will be announced at an early date. The position is regarded as satisfactory by those concerned, and the negotiations are proceeding. It is stated that the authorities have taken the necessary steps to deal with the situation, and a further report is expected shortly. The meeting was largely attended and the proceedings were of an interesting character throughout. —Aus.-N.Z. Cable Assn. Received August 17, 5.5 p.m. The news received here to-day states that the matter is under consideration and further particulars will be announced at an early date. The position is regarded as satisfactory by those concerned, and the negotiations are proceeding. It is stated that the authorities have taken the necessary steps to deal with the situation, and a further report is expected shortly. The meeting was largely attended and the proceedings were of an interesting character throughout. —Aus.-N.Z. Cable Assn. Received August 17, 5.5 p.m. The news received here to-day states that the matter is under consideration and further particulars will be announced at an early date. The position is regarded as satisfactory by those concerned, and the negotiations are proceeding. It is stated that the authorities have taken the necessary steps to deal with the situation, and a further report is expected shortly. The meeting was largely attended and the proceedings were of an interesting character throughout. —Aus.-N.Z. Cable Assn. xyxy=(8,495,97,691)
article-body: Received August 17, 5.5 p.m. The news received here to-day states that the matter is under consideration and further particulars will be announced at an early date. The position is regarded as satisfactory by those concerned, and the negotiations are proceeding. It is stated that the authorities have taken the necessary steps to deal with the situation, and a further report is expected shortly. The meeting was largely attended and the proceedings were of an interesting character throughout. —Aus.-N.Z. Cable Assn. Received August 17, 5.5 p.m. The news received here to-day states that the matter is under consideration and further particulars will be announced at an early date. The position is regarded as satisfactory by those concerned, and the negotiations are proceeding. It is stated that the authorities have taken the necessary steps to deal with the situation, and a further report is expected shortly. The meeting was largely attended and the proceedings were of an interesting character throughout. —Aus.-N.Z. Cable Assn. Received August 17, 5.5 p.m. The news received here to-day states that the matter is under consideration and further particulars will be announced at an early date. The position is regarded as satisfactory by those concerned, and the negotiations are proceeding. It is stated that the authorities have taken the necessary steps to deal with the situation, and a further report is expected shortly. The meeting was largely attended and the proceedings were of an interesting character throughout. —Aus.-N.Z. Cable Assn. xyxy=(295,1987,384,2183)
subheading-rule xyxy=(300,1010,379,1011)
article-subheading: WARRANT ISSUED AGAINST GERMAN GENERAL. xyxy=(304,1725,376,1738)
masthead-title: THE TARANAKI DAILY NEWS, MONDAY, AUGUST 18, 1919. xyxy=(296,7,900,30)
article-subheading: AUSTRALIAN TURF. xyxy=(698,761,748,768)
article-body: Received August 17, 5.5 p.m. The news received here to-day states that the matter is under consideration and further particulars will be announced at an early date. The position is regarded as satisfactory by those concerned, and the negotiations are proceeding. It is stated that the authorities have taken the necessary steps to deal with the situation, and a further report is expected shortly. The meeting was largely attended and the proceedings were of an interesting character throughout. —Aus.-N.Z. Cable Assn. Received August 17, 5.5 p.m. The news received here to-day states that the matter is under consideration and further particulars will be announced at an early date. The position is regarded as satisfactory by those concerned, and the negotiations are proceeding. It is stated that the authorities have taken the necessary steps to deal with the situation, and a further report is expected shortly. The meeting was largely attended and the proceedings were of an interesting character throughout. —Aus.-N.Z. Cable Assn. Received August 17, 5.5 p.m. The news received here to-day states that the matter is under consideration and further particulars will be announced at an early date. The position is regarded as satisfactory by those concerned, and the negotiations are proceeding. It is stated that the authorities have taken the necessary steps to deal with the situation, and a further report is expected shortly. The meeting was largely attended and the proceedings were of an interesting character throughout. —Aus.-N.Z. Cable Assn. xyxy=(104,1204,193,1399)
subheading-rule xyxy=(300,1984,379,1985)
article-body: Received August 17, 5.5 p.m. The news received here to-day states that the matter is under consideration and further particulars will be announced at an early date. The position is regarded as satisfactory by those concerned, and the negotiations are proceeding. It is stated that the authorities have taken the necessary steps to deal with the situation, and a further report is expected shortly. The meeting was largely attended and the proceedings were of an interesting character throughout. —Aus.-N.Z. Cable Assn. Received August 17, 5.5 p.m. The news received here to-day states that the matter is under consideration and further particulars will be announced at an early date. The position is regarded as satisfactory by those concerned, and the negotiations are proceeding. It is stated that the authorities have taken the necessary steps to deal with the situation, and a further report is expected shortly. The meeting was largely attended and the proceedings were of an interesting character throughout. —Aus.-N.Z. Cable Assn. Received August 17, 5.5 p.m. The news received here to-day states that the matter is under consideration and further particulars will be announced at an early date. The position is regarded as satisfactory by those concerned, and the negotiations are proceeding. It is stated that the authorities have taken the necessary steps to deal with the situation, and a further report is expected shortly. The meeting was largely attended and the proceedings were of an interesting character throughout. —Aus.-N.Z. Cable Assn. xyxy=(104,292,193,487)
article-body: Received August 17, 5.5 p.m. The news received here to-day states that the matter is under consideration and further particulars will be announced at an early date. The position is regarded as satisfactory by those concerned, and the negotiations are proceeding. It is stated that the authorities have taken the necessary steps to deal with the situation, and a further report is expected shortly. The meeting was largely attended and the proceedings were of an interesting character throughout. —Aus.-N.Z. Cable Assn. Received August 17, 5.5 p.m. The news received here to-day states that the matter is under consideration and further particulars will be announced at an early date. The position is regarded as satisfactory by those concerned, and the negotiations are proceeding. It is stated that the authorities have taken the necessary steps to deal with the situation, and a further report is expected shortly. The meeting was largely attended and the proceedings were of an interesting character throughout. —Aus.-N.Z. Cable Assn. Received August 17, 5.5 p.m. The news received here to-day states that the matter is under consideration and further particulars will be announced at an early date. The position is regarded as satisfactory by those concerned, and the negotiations are proceeding. It is stated that the authorities have taken the necessary steps to deal with the situation, and a further report is expected shortly. The meeting was largely attended and the proceedings were of an interesting character throughout. —Aus.-N.Z. Cable Assn. Received August 17, 5.5 p.m. The news received here to-day states that the matter is under consideration and further particulars will be announced at an early date. The position is regarded as satisfactory by those concerned, and the negotiations are proceeding. It is stated that the authorities have taken the necessary steps to deal with the situation, and a further report is expected shortly. The meeting was largely attended and the proceedings were of an interesting character throughout. —Aus.-N.Z. Cable Assn. xyxy=(391,1850,480,2108)
article-body: Received August 17, 5.5 p.m. The news received here to-day states that the matter is under consideration and further particulars will be announced at an early date. The position is regarded as satisfactory by those concerned, and the negotiations are proceeding. It is stated that the authorities have taken the necessary steps to deal with the situation, and a further report is expected shortly. The meeting was largely attended and the proceedings were of an interesting character throughout. —Aus.-N.Z. Cable Assn. Received August 17, 5.5 p.m. The news received here to-day states that the matter is under consideration and further particulars will be announced at an early date. The position is regarded as satisfactory by those concerned, and the negotiations are proceeding. It is stated that the authorities have taken the necessary steps to deal with the situation, and a further report is expected shortly. The meeting was largely attended and the proceedings were of an interesting character throughout. —Aus.-N.Z. Cable Assn. Received August 17, 5.5 p.m. The news received here to-day states that the matter is under consideration and further particulars will be announced at an early date. The position is regarded as satisfactory by those concerned, and the negotiations are proceeding. It is stated that the authorities have taken the necessary steps to deal with the situation, and a further report is expected shortly. The meeting was largely attended and the proceedings were of an interesting character throughout. —Aus.-N.Z. Cable Assn. xyxy=(678,550,768,740)
article-subheading: PEACE TREATY ADOPTED. xyxy=(19,1613,86,1620)
article-subheading: CRIMES DESCRIBED. xyxy=(217,77,271,83)
headline-rule xyxy=(491,67,571,68)
subheading-rule xyxy=(396,92,475,93)
article-headline: HUNGARY. xyxy=(17,37,88,51)
column-2 xyxy=(101,35,197,2291)
article-subheading: MANNING OF SHIPS POSTPONED. xyxy=(680,312,765,319)
article-subheading: TRIBES IN UNSETTLED STATE. xyxy=(110,948,187,955)
article-headline: THE LILLE DEPORTATIONS. xyxy=(298,1693,381,1719)
article-subheading: RETURNING TARANAKI MEN. xyxy=(685,1224,760,1231)
article-subheading: DECISION STILL IN DOUBT. xyxy=(688,84,758,90)
article-subheading: CONFERENCE WITH PRESIDENT. xyxy=(298,305,381,312)
subheading-rule xyxy=(587,255,666,256)
article-section xyxy=(8,1824,97,2064)
article-section xyxy=(678,38,768,299)
article-body: Received August 17, 5.5 p.m. The news received here to-day states that the matter is under consideration and further particulars will be announced at an early date. The position is regarded as satisfactory by those concerned, and the negotiations are proceeding. It is stated that the authorities have taken the necessary steps to deal with the situation, and a further report is expected shortly. The meeting was largely attended and the proceedings were of an interesting character throughout. —Aus.-N.Z. Cable Assn. Received August 17, 5.5 p.m. The news received here to-day states that the matter is under consideration and further particulars will be announced at an early date. The position is regarded as satisfactory by those concerned, and the negotiations are proceeding. It is stated that the authorities have taken the necessary steps to deal with the situation, and a further report is expected shortly. The meeting was largely attended and the proceedings were of an interesting character throughout. —Aus.-N.Z. Cable Assn. Received August 17, 5.5 p.m. The news received here to-day states that the matter is under consideration and further particulars will be announced at an early date. The position is regarded as satisfactory by those concerned, and the negotiations are proceeding. It is stated that the authorities have taken the necessary steps to deal with the situation, and a further report is expected shortly. The meeting was largely attended and the proceedings were of an interesting character throughout. —Aus.-N.Z. Cable Assn. xyxy=(391,96,480,291)
subheading-rule xyxy=(13,2121,92,2122)
article-section xyxy=(678,1193,768,1427)
article-body: Received August 17, 5.5 p.m. The news received here to-day states that the matter is under consideration and further particulars will be announced at an early date. The position is regarded as satisfactory by those concerned, and the negotiations are proceeding. It is stated that the authorities have taken the necessary steps to deal with the situation, and a further report is expected shortly. The meeting was largely attended and the proceedings were of an interesting character throughout. —Aus.-N.Z. Cable Assn. Received August 17, 5.5 p.m. The news received here to-day states that the matter is under consideration and further particulars will be announced at an early date. The position is regarded as satisfactory by those concerned, and the negotiations are proceeding. It is stated that the authorities have taken the necessary steps to deal with the situation, and a further report is expected shortly. The meeting was largely attended and the proceedings were of an interesting character throughout. —Aus.-N.Z. Cable Assn. Received August 17, 5.5 p.m. The news received here to-day states that the matter is under consideration and further particulars will be announced at an early date. The position is regarded as satisfactory by those concerned, and the negotiations are proceeding. It is stated that the authorities have taken the necessary steps to deal with the situation, and a further report is expected shortly. The meeting was largely attended and the proceedings were of an interesting character throughout. —Aus.-N.Z. Cable Assn. xyxy=(8,927,97,1123)
headline-rule xyxy=(683,759,763,760)
column-8 xyxy=(675,35,776,1678)
article-body: Received August 17, 5.5 p.m. The news received here to-day states that the matter is under consideration and further particulars will be announced at an early date. The position is regarded as satisfactory by those concerned, and the negotiations are proceeding. It is stated that the authorities have taken the necessary steps to deal with the situation, and a further report is expected shortly. The meeting was largely attended and the proceedings were of an interesting character throughout. —Aus.-N.Z. Cable Assn. Received August 17, 5.5 p.m. The news received here to-day states that the matter is under consideration and further particulars will be announced at an early date. The position is regarded as satisfactory by those concerned, and the negotiations are proceeding. It is stated that the authorities have taken the necessary steps to deal with the situation, and a further report is expected shortly. The meeting was largely attended and the proceedings were of an interesting character throughout. —Aus.-N.Z. Cable Assn. Received August 17, 5.5 p.m. The news received here to-day states that the matter is under consideration and further particulars will be announced at an early date. The position is regarded as satisfactory by those concerned, and the negotiations are proceeding. It is stated that the authorities have taken the necessary steps to deal with the situation, and a further report is expected shortly. The meeting was largely attended and the proceedings were of an interesting character throughout. —Aus.-N.Z. Cable Assn. xyxy=(582,677,672,873)
subheading-rule xyxy=(491,99,571,100)
article-subheading: MOTORISTS AND THE LAW. xyxy=(209,1171,279,1177)
headline-rule xyxy=(109,1189,188,1190)
article-body: Received August 17, 5.5 p.m. The news received here to-day states that the matter is under consideration and further particulars will be announced at an early date. The position is regarded as satisfactory by those concerned, and the negotiations are proceeding. It is stated that the authorities have taken the necessary steps to deal with the situation, and a further report is expected shortly. The meeting was largely attended and the proceedings were of an interesting character throughout. —Aus.-N.Z. Cable Assn. Received August 17, 5.5 p.m. The news received here to-day states that the matter is under consideration and further particulars will be announced at an early date. The position is regarded as satisfactory by those concerned, and the negotiations are proceeding. It is stated that the authorities have taken the necessary steps to deal with the situation, and a further report is expected shortly. The meeting was largely attended and the proceedings were of an interesting character throughout. —Aus.-N.Z. Cable Assn. Received August 17, 5.5 p.m. The news received here to-day states that the matter is under consideration and further particulars will be announced at an early date. The position is regarded as satisfactory by those concerned, and the negotiations are proceeding. It is stated that the authorities have taken the necessary steps to deal with the situation, and a further report is expected shortly. The meeting was largely attended and the proceedings were of an interesting character throughout. —Aus.-N.Z. Cable Assn. Received August 17, 5.5 p.m. The news received here to-day states that the matter is under consideration and further particulars will be announced at an early date. The position is regarded as satisfactory by those concerned, and the negotiations are proceeding. It is stated that the authorities have taken the necessary steps to deal with the situation, and a further report is expected shortly. The meeting was largely attended and the proceedings were of an interesting character throughout. —Aus.-N.Z. Cable Assn. xyxy=(199,1378,289,1635)
article-subheading: A MEXICAN PLOT. xyxy=(125,1401,171,1408)
article-subheading: CADORNA'S SELF-SUFFICIENCY BLAMED. xyxy=(298,757,381,771)
article-headline: INDIAN FRONTIER xyxy=(113,706,184,734)
subheading-rule xyxy=(109,79,188,80)
article-subheading: ADVANCE ON PETROGRAD SHORTLY. xyxy=(114,488,183,502)
article-subheading: NOTICES OF MOTION. xyxy=(598,245,655,252)
article-subheading: PRIZES FOR COMMERCIAL PLANES. xyxy=(305,994,374,1008)
subheading-rule xyxy=(13,924,92,925)
article-body: Received August 17, 5.5 p.m. The news received here to-day states that the matter is under consideration and further particulars will be announced at an early date. The position is regarded as satisfactory by those concerned, and the negotiations are proceeding. It is stated that the authorities have taken the necessary steps to deal with the situation, and a further report is expected shortly. The meeting was largely attended and the proceedings were of an interesting character throughout. —Aus.-N.Z. Cable Assn. Received August 17, 5.5 p.m. The news received here to-day states that the matter is under consideration and further particulars will be announced at an early date. The position is regarded as satisfactory by those concerned, and the negotiations are proceeding. It is stated that the authorities have taken the necessary steps to deal with the situation, and a further report is expected shortly. The meeting was largely attended and the proceedings were of an interesting character throughout. —Aus.-N.Z. Cable Assn. Received August 17, 5.5 p.m. The news received here to-day states that the matter is under consideration and further particulars will be announced at an early date. The position is regarded as satisfactory by those concerned, and the negotiations are proceeding. It is stated that the authorities have taken the necessary steps to deal with the situation, and a further report is expected shortly. The meeting was largely attended and the proceedings were of an interesting character throughout. —Aus.-N.Z. Cable Assn. xyxy=(391,514,480,710)
article-section xyxy=(8,1357,97,1590)
subheading-rule xyxy=(204,308,284,309)
subheading-rule xyxy=(13,1865,92,1866)
subheading-rule xyxy=(109,1201,188,1202)
article-subheading: QUESTION OF RESTORATION OF MONARCHY. xyxy=(11,692,94,706)
page-number: 5 xyxy=(943,5,953,28)
article-body: Received August 17, 5.5 p.m. The news received here to-day states that the matter is under consideration and further particulars will be announced at an early date. The position is regarded as satisfactory by those concerned, and the negotiations are proceeding. It is stated that the authorities have taken the necessary steps to deal with the situation, and a further report is expected shortly. The meeting was largely attended and the proceedings were of an interesting character throughout. —Aus.-N.Z. Cable Assn. Received August 17, 5.5 p.m. The news received here to-day states that the matter is under consideration and further particulars will be announced at an early date. The position is regarded as satisfactory by those concerned, and the negotiations are proceeding. It is stated that the authorities have taken the necessary steps to deal with the situation, and a further report is expected shortly. The meeting was largely attended and the proceedings were of an interesting character throughout. —Aus.-N.Z. Cable Assn. Received August 17, 5.5 p.m. The news received here to-day states that the matter is under consideration and further particulars will be announced at an early date. The position is regarded as satisfactory by those concerned, and the negotiations are proceeding. It is stated that the authorities have taken the necessary steps to deal with the situation, and a further report is expected shortly. The meeting was largely attended and the proceedings were of an interesting character throughout. —Aus.-N.Z. Cable Assn. xyxy=(486,102,576,298)
subheading-rule xyxy=(13,1155,92,1156)
article-section xyxy=(582,246,672,454)
article-subheading: VISIT TO CANADA. xyxy=(411,1643,459,1650)
headline-rule xyxy=(396,67,475,68)
article-body: Received August 17, 5.5 p.m. The news received here to-day states that the matter is under consideration and further particulars will be announced at an early date. The position is regarded as satisfactory by those concerned, and the negotiations are proceeding. It is stated that the authorities have taken the necessary steps to deal with the situation, and a further report is expected shortly. The meeting was largely attended and the proceedings were of an interesting character throughout. —Aus.-N.Z. Cable Assn. Received August 17, 5.5 p.m. The news received here to-day states that the matter is under consideration and further particulars will be announced at an early date. The position is regarded as satisfactory by those concerned, and the negotiations are proceeding. It is stated that the authorities have taken the necessary steps to deal with the situation, and a further report is expected shortly. The meeting was largely attended and the proceedings were of an interesting character throughout. —Aus.-N.Z. Cable Assn. Received August 17, 5.5 p.m. The news received here to-day states that the matter is under consideration and further particulars will be announced at an early date. The position is regarded as satisfactory by those concerned, and the negotiations are proceeding. It is stated that the authorities have taken the necessary steps to deal with the situation, and a further report is expected shortly. The meeting was largely attended and the proceedings were of an interesting character throughout. —Aus.-N.Z. Cable Assn. xyxy=(678,775,768,964)
article-body: Received August 17, 5.5 p.m. The news received here to-day states that the matter is under consideration and further particulars will be announced at an early date. The position is regarded as satisfactory by those concerned, and the negotiations are proceeding. It is stated that the authorities have taken the necessary steps to deal with the situation, and a further report is expected shortly. The meeting was largely attended and the proceedings were of an interesting character throughout. —Aus.-N.Z. Cable Assn. Received August 17, 5.5 p.m. The news received here to-day states that the matter is under consideration and further particulars will be announced at an early date. The position is regarded as satisfactory by those concerned, and the negotiations are proceeding. It is stated that the authorities have taken the necessary steps to deal with the situation, and a further report is expected shortly. The meeting was largely attended and the proceedings were of an interesting character throughout. —Aus.-N.Z. Cable Assn. Received August 17, 5.5 p.m. The news received here to-day states that the matter is under consideration and further particulars will be announced at an early date. The position is regarded as satisfactory by those concerned, and the negotiations are proceeding. It is stated that the authorities have taken the necessary steps to deal with the situation, and a further report is expected shortly. The meeting was largely attended and the proceedings were of an interesting character throughout. —Aus.-N.Z. Cable Assn. xyxy=(486,520,576,716)
article-headline: BRITISH TROOPS AT DANZIG. xyxy=(296,1442,384,1468)
article-body: Received August 17, 5.5 p.m. The news received here to-day states that the matter is under consideration and further particulars will be announced at an early date. The position is regarded as satisfactory by those concerned, and the negotiations are proceeding. It is stated that the authorities have taken the necessary steps to deal with the situation, and a further report is expected shortly. The meeting was largely attended and the proceedings were of an interesting character throughout. —Aus.-N.Z. Cable Assn. Received August 17, 5.5 p.m. The news received here to-day states that the matter is under consideration and further particulars will be announced at an early date. The position is regarded as satisfactory by those concerned, and the negotiations are proceeding. It is stated that the authorities have taken the necessary steps to deal with the situation, and a further report is expected shortly. The meeting was largely attended and the proceedings were of an interesting character throughout. —Aus.-N.Z. Cable Assn. Received August 17, 5.5 p.m. The news received here to-day states that the matter is under consideration and further particulars will be announced at an early date. The position is regarded as satisfactory by those concerned, and the negotiations are proceeding. It is stated that the authorities have taken the necessary steps to deal with the situation, and a further report is expected shortly. The meeting was largely attended and the proceedings were of an interesting character throughout. —Aus.-N.Z. Cable Assn. xyxy=(8,2124,97,2320)
article-headline: SPORTING. xyxy=(687,741,758,756)
article-subheading: ARCHDUKE JOSEPH INTERVIEWED. xyxy=(27,476,78,489)
subheading-rule xyxy=(683,105,763,106)
subheading-rule xyxy=(683,771,763,772)
article-body: Received August 17, 5.5 p.m. The news received here to-day states that the matter is under consideration and further particulars will be announced at an early date. The position is regarded as satisfactory by those concerned, and the negotiations are proceeding. It is stated that the authorities have taken the necessary steps to deal with the situation, and a further report is expected shortly. The meeting was largely attended and the proceedings were of an interesting character throughout. —Aus.-N.Z. Cable Assn. Received August 17, 5.5 p.m. The news received here to-day states that the matter is under consideration and further particulars will be announced at an early date. The position is regarded as satisfactory by those concerned, and the negotiations are proceeding. It is stated that the authorities have taken the necessary steps to deal with the situation, and a further report is expected shortly. The meeting was largely attended and the proceedings were of an interesting character throughout. —Aus.-N.Z. Cable Assn. Received August 17, 5.5 p.m. The news received here to-day states that the matter is under consideration and further particulars will be announced at an early date. The position is regarded as satisfactory by those concerned, and the negotiations are proceeding. It is stated that the authorities have taken the necessary steps to deal with the situation, and a further report is expected shortly. The meeting was largely attended and the proceedings were of an interesting character throughout. —Aus.-N.Z. Cable Assn. xyxy=(582,467,672,663)
column-6 xyxy=(484,35,579,1330)
headline-rule xyxy=(396,1161,475,1162)
headline-rule xyxy=(300,1721,379,1722)
article-subheading: TO AMERICAN NOTE. xyxy=(312,96,367,102)
subheading-rule xyxy=(109,67,188,68)
article-subheading: MONEY FROM BOLSHEVIKS. xyxy=(398,921,472,928)
article-section xyxy=(582,665,672,873)
article-body: Received August 17, 5.5 p.m. The news received here to-day states that the matter is under consideration and further particulars will be announced at an early date. The position is regarded as satisfactory by those concerned, and the negotiations are proceeding. It is stated that the authorities have taken the necessary steps to deal with the situation, and a further report is expected shortly. The meeting was largely attended and the proceedings were of an interesting character throughout. —Aus.-N.Z. Cable Assn. Received August 17, 5.5 p.m. The news received here to-day states that the matter is under consideration and further particulars will be announced at an early date. The position is regarded as satisfactory by those concerned, and the negotiations are proceeding. It is stated that the authorities have taken the necessary steps to deal with the situation, and a further report is expected shortly. The meeting was largely attended and the proceedings were of an interesting character throughout. —Aus.-N.Z. Cable Assn. Received August 17, 5.5 p.m. The news received here to-day states that the matter is under consideration and further particulars will be announced at an early date. The position is regarded as satisfactory by those concerned, and the negotiations are proceeding. It is stated that the authorities have taken the necessary steps to deal with the situation, and a further report is expected shortly. The meeting was largely attended and the proceedings were of an interesting character throughout. —Aus.-N.Z. Cable Assn. xyxy=(199,973,289,1169)
article-section xyxy=(104,1821,193,2035)
article-body: Received August 17, 5.5 p.m. The news received here to-day states that the matter is under consideration and further particulars will be announced at an early date. The position is regarded as satisfactory by those concerned, and the negotiations are proceeding. It is stated that the authorities have taken the necessary steps to deal with the situation, and a further report is expected shortly. The meeting was largely attended and the proceedings were of an interesting character throughout. —Aus.-N.Z. Cable Assn. Received August 17, 5.5 p.m. The news received here to-day states that the matter is under consideration and further particulars will be announced at an early date. The position is regarded as satisfactory by those concerned, and the negotiations are proceeding. It is stated that the authorities have taken the necessary steps to deal with the situation, and a further report is expected shortly. The meeting was largely attended and the proceedings were of an interesting character throughout. —Aus.-N.Z. Cable Assn. Received August 17, 5.5 p.m. The news received here to-day states that the matter is under consideration and further particulars will be announced at an early date. The position is regarded as satisfactory by those concerned, and the negotiations are proceeding. It is stated that the authorities have taken the necessary steps to deal with the situation, and a further report is expected shortly. The meeting was largely attended and the proceedings were of an interesting character throughout. —Aus.-N.Z. Cable Assn. xyxy=(199,764,289,959)
article-section xyxy=(104,38,193,278)
article-body: Received August 17, 5.5 p.m. The news received here to-day states that the matter is under consideration and further particulars will be announced at an early date. The position is regarded as satisfactory by those concerned, and the negotiations are proceeding. It is stated that the authorities have taken the necessary steps to deal with the situation, and a further report is expected shortly. The meeting was largely attended and the proceedings were of an interesting character throughout. —Aus.-N.Z. Cable Assn. Received August 17, 5.5 p.m. The news received here to-day states that the matter is under consideration and further particulars will be announced at an early date. The position is regarded as satisfactory by those concerned, and the negotiations are proceeding. It is stated that the authorities have taken the necessary steps to deal with the situation, and a further report is expected shortly. The meeting was largely attended and the proceedings were of an interesting character throughout. —Aus.-N.Z. Cable Assn. Received August 17, 5.5 p.m. The news received here to-day states that the matter is under consideration and further particulars will be announced at an early date. The position is regarded as satisfactory by those concerned, and the negotiations are proceeding. It is stated that the authorities have taken the necessary steps to deal with the situation, and a further report is expected shortly. The meeting was largely attended and the proceedings were of an interesting character throughout. —Aus.-N.Z. Cable Assn. xyxy=(678,109,768,299)
subheading-rule xyxy=(204,295,284,296)
headline-rule xyxy=(204,539,284,540)
article-section xyxy=(295,1443,384,1689)
subheading-rule xyxy=(109,1411,188,1412)
article-section xyxy=(678,300,768,515)
article-subheading: ANTICIPATED IN LONDONDERRY. xyxy=(202,299,286,305)
subheading-rule xyxy=(300,314,379,315)
article-body: Received August 17, 5.5 p.m. The news received here to-day states that the matter is under consideration and further particulars will be announced at an early date. The position is regarded as satisfactory by those concerned, and the negotiations are proceeding. It is stated that the authorities have taken the necessary steps to deal with the situation, and a further report is expected shortly. The meeting was largely attended and the proceedings were of an interesting character throughout. —Aus.-N.Z. Cable Assn. Received August 17, 5.5 p.m. The news received here to-day states that the matter is under consideration and further particulars will be announced at an early date. The position is regarded as satisfactory by those concerned, and the negotiations are proceeding. It is stated that the authorities have taken the necessary steps to deal with the situation, and a further report is expected shortly. The meeting was largely attended and the proceedings were of an interesting character throughout. —Aus.-N.Z. Cable Assn. Received August 17, 5.5 p.m. The news received here to-day states that the matter is under consideration and further particulars will be announced at an early date. The position is regarded as satisfactory by those concerned, and the negotiations are proceeding. It is stated that the authorities have taken the necessary steps to deal with the situation, and a further report is expected shortly. The meeting was largely attended and the proceedings were of an interesting character throughout. —Aus.-N.Z. Cable Assn. xyxy=(8,1868,97,2064)
article-headline: ACCIDENTS AND FATALITIES. xyxy=(10,2067,95,2093)
article-subheading: THE PEACE TREATY. xyxy=(26,1145,79,1152)
column-7 xyxy=(579,35,675,1330)
column-4 xyxy=(292,35,388,2439)
subheading-rule xyxy=(491,80,571,81)
headline-rule xyxy=(13,1372,92,1373)
article-subheading: FUTURE TRADE POLICY. xyxy=(404,501,466,508)
headline-rule xyxy=(13,1853,92,1854)
article-subheading: ALLIES' CONCILIATORY ATTITUDE. xyxy=(8,266,97,273)
article-subheading: HELP FOR PERSIA. xyxy=(411,711,459,718)
article-subheading: OVERTHROWING CONSTITUTIONAL GOVERNMENT. xyxy=(200,57,288,70)
article-body: Received August 17, 5.5 p.m. The news received here to-day states that the matter is under consideration and further particulars will be announced at an early date. The position is regarded as satisfactory by those concerned, and the negotiations are proceeding. It is stated that the authorities have taken the necessary steps to deal with the situation, and a further report is expected shortly. The meeting was largely attended and the proceedings were of an interesting character throughout. —Aus.-N.Z. Cable Assn. Received August 17, 5.5 p.m. The news received here to-day states that the matter is under consideration and further particulars will be announced at an early date. The position is regarded as satisfactory by those concerned, and the negotiations are proceeding. It is stated that the authorities have taken the necessary steps to deal with the situation, and a further report is expected shortly. The meeting was largely attended and the proceedings were of an interesting character throughout. —Aus.-N.Z. Cable Assn. Received August 17, 5.5 p.m. The news received here to-day states that the matter is under consideration and further particulars will be announced at an early date. The position is regarded as satisfactory by those concerned, and the negotiations are proceeding. It is stated that the authorities have taken the necessary steps to deal with the situation, and a further report is expected shortly. The meeting was largely attended and the proceedings were of an interesting character throughout. —Aus.-N.Z. Cable Assn. xyxy=(391,1196,480,1392)
subheading-rule xyxy=(204,73,284,74)
article-body: Received August 17, 5.5 p.m. The news received here to-day states that the matter is under consideration and further particulars will be announced at an early date. The position is regarded as satisfactory by those concerned, and the negotiations are proceeding. It is stated that the authorities have taken the necessary steps to deal with the situation, and a further report is expected shortly. The meeting was largely attended and the proceedings were of an interesting character throughout. —Aus.-N.Z. Cable Assn. Received August 17, 5.5 p.m. The news received here to-day states that the matter is under consideration and further particulars will be announced at an early date. The position is regarded as satisfactory by those concerned, and the negotiations are proceeding. It is stated that the authorities have taken the necessary steps to deal with the situation, and a further report is expected shortly. The meeting was largely attended and the proceedings were of an interesting character throughout. —Aus.-N.Z. Cable Assn. Received August 17, 5.5 p.m. The news received here to-day states that the matter is under consideration and further particulars will be announced at an early date. The position is regarded as satisfactory by those concerned, and the negotiations are proceeding. It is stated that the authorities have taken the necessary steps to deal with the situation, and a further report is expected shortly. The meeting was largely attended and the proceedings were of an interesting character throughout. —Aus.-N.Z. Cable Assn. Received August 17, 5.5 p.m. The news received here to-day states that the matter is under consideration and further particulars will be announced at an early date. The position is regarded as satisfactory by those concerned, and the negotiations are proceeding. It is stated that the authorities have taken the necessary steps to deal with the situation, and a further report is expected shortly. The meeting was largely attended and the proceedings were of an interesting character throughout. —Aus.-N.Z. Cable Assn. xyxy=(678,1426,768,1678)
article-section xyxy=(104,1160,193,1400)
article-section xyxy=(199,510,289,750)
article-section xyxy=(391,292,480,500)
article-body: Received August 17, 5.5 p.m. The news received here to-day states that the matter is under consideration and further particulars will be announced at an early date. The position is regarded as satisfactory by those concerned, and the negotiations are proceeding. It is stated that the authorities have taken the necessary steps to deal with the situation, and a further report is expected shortly. The meeting was largely attended and the proceedings were of an interesting character throughout. —Aus.-N.Z. Cable Assn. Received August 17, 5.5 p.m. The news received here to-day states that the matter is under consideration and further particulars will be announced at an early date. The position is regarded as satisfactory by those concerned, and the negotiations are proceeding. It is stated that the authorities have taken the necessary steps to deal with the situation, and a further report is expected shortly. The meeting was largely attended and the proceedings were of an interesting character throughout. —Aus.-N.Z. Cable Assn. Received August 17, 5.5 p.m. The news received here to-day states that the matter is under consideration and further particulars will be announced at an early date. The position is regarded as satisfactory by those concerned, and the negotiations are proceeding. It is stated that the authorities have taken the necessary steps to deal with the situation, and a further report is expected shortly. The meeting was largely attended and the proceedings were of an interesting character throughout. —Aus.-N.Z. Cable Assn. xyxy=(8,279,97,475)
article-body: Received August 17, 5.5 p.m. The news received here to-day states that the matter is under consideration and further particulars will be announced at an early date. The position is regarded as satisfactory by those concerned, and the negotiations are proceeding. It is stated that the authorities have taken the necessary steps to deal with the situation, and a further report is expected shortly. The meeting was largely attended and the proceedings were of an interesting character throughout. —Aus.-N.Z. Cable Assn. Received August 17, 5.5 p.m. The news received here to-day states that the matter is under consideration and further particulars will be announced at an early date. The position is regarded as satisfactory by those concerned, and the negotiations are proceeding. It is stated that the authorities have taken the necessary steps to deal with the situation, and a further report is expected shortly. The meeting was largely attended and the proceedings were of an interesting character throughout. —Aus.-N.Z. Cable Assn. Received August 17, 5.5 p.m. The news received here to-day states that the matter is under consideration and further particulars will be announced at an early date. The position is regarded as satisfactory by those concerned, and the negotiations are proceeding. It is stated that the authorities have taken the necessary steps to deal with the situation, and a further report is expected shortly. The meeting was largely attended and the proceedings were of an interesting character throughout. —Aus.-N.Z. Cable Assn. xyxy=(199,89,289,285)
article-body: Received August 17, 5.5 p.m. The news received here to-day states that the matter is under consideration and further particulars will be announced at an early date. The position is regarded as satisfactory by those concerned, and the negotiations are proceeding. It is stated that the authorities have taken the necessary steps to deal with the situation, and a further report is expected shortly. The meeting was largely attended and the proceedings were of an interesting character throughout. —Aus.-N.Z. Cable Assn. Received August 17, 5.5 p.m. The news received here to-day states that the matter is under consideration and further particulars will be announced at an early date. The position is regarded as satisfactory by those concerned, and the negotiations are proceeding. It is stated that the authorities have taken the necessary steps to deal with the situation, and a further report is expected shortly. The meeting was largely attended and the proceedings were of an interesting character throughout. —Aus.-N.Z. Cable Assn. Received August 17, 5.5 p.m. The news received here to-day states that the matter is under consideration and further particulars will be announced at an early date. The position is regarded as satisfactory by those concerned, and the negotiations are proceeding. It is stated that the authorities have taken the necessary steps to deal with the situation, and a further report is expected shortly. The meeting was largely attended and the proceedings were of an interesting character throughout. —Aus.-N.Z. Cable Assn. xyxy=(582,258,672,454)
article-headline: REFRIGERATED STEAMERS. xyxy=(299,1942,380,1969)
article-section xyxy=(295,726,384,972)
article-headline: THE PRINCE OF WALES. xyxy=(396,1611,475,1637)
article-body: Received August 17, 5.5 p.m. The news received here to-day states that the matter is under consideration and further particulars will be announced at an early date. The position is regarded as satisfactory by those concerned, and the negotiations are proceeding. It is stated that the authorities have taken the necessary steps to deal with the situation, and a further report is expected shortly. The meeting was largely attended and the proceedings were of an interesting character throughout. —Aus.-N.Z. Cable Assn. Received August 17, 5.5 p.m. The news received here to-day states that the matter is under consideration and further particulars will be announced at an early date. The position is regarded as satisfactory by those concerned, and the negotiations are proceeding. It is stated that the authorities have taken the necessary steps to deal with the situation, and a further report is expected shortly. The meeting was largely attended and the proceedings were of an interesting character throughout. —Aus.-N.Z. Cable Assn. Received August 17, 5.5 p.m. The news received here to-day states that the matter is under consideration and further particulars will be announced at an early date. The position is regarded as satisfactory by those concerned, and the negotiations are proceeding. It is stated that the authorities have taken the necessary steps to deal with the situation, and a further report is expected shortly. The meeting was largely attended and the proceedings were of an interesting character throughout. —Aus.-N.Z. Cable Assn. xyxy=(295,108,384,304)
subheading-rule xyxy=(204,1180,284,1181)
article-section xyxy=(104,707,193,947)
columns-container xyxy=(5,35,962,2576)
subheading-rule xyxy=(109,957,188,958)
article-subheading: DAYLIGHT SAVING BILL. xyxy=(308,514,371,521)
headline-rule xyxy=(300,741,379,742)
article-section xyxy=(391,38,480,291)
article-section xyxy=(8,476,97,690)
article-body: Received August 17, 5.5 p.m. The news received here to-day states that the matter is under consideration and further particulars will be announced at an early date. The position is regarded as satisfactory by those concerned, and the negotiations are proceeding. It is stated that the authorities have taken the necessary steps to deal with the situation, and a further report is expected shortly. The meeting was largely attended and the proceedings were of an interesting character throughout. —Aus.-N.Z. Cable Assn. Received August 17, 5.5 p.m. The news received here to-day states that the matter is under consideration and further particulars will be announced at an early date. The position is regarded as satisfactory by those concerned, and the negotiations are proceeding. It is stated that the authorities have taken the necessary steps to deal with the situation, and a further report is expected shortly. The meeting was largely attended and the proceedings were of an interesting character throughout. —Aus.-N.Z. Cable Assn. Received August 17, 5.5 p.m. The news received here to-day states that the matter is under consideration and further particulars will be announced at an early date. The position is regarded as satisfactory by those concerned, and the negotiations are proceeding. It is stated that the authorities have taken the necessary steps to deal with the situation, and a further report is expected shortly. The meeting was largely attended and the proceedings were of an interesting character throughout. —Aus.-N.Z. Cable Assn. Received August 17, 5.5 p.m. The news received here to-day states that the matter is under consideration and further particulars will be announced at an early date. The position is regarded as satisfactory by those concerned, and the negotiations are proceeding. It is stated that the authorities have taken the necessary steps to deal with the situation, and a further report is expected shortly. The meeting was largely attended and the proceedings were of an interesting character throughout. —Aus.-N.Z. Cable Assn. xyxy=(8,2319,97,2576)
article-section xyxy=(104,489,193,703)
article-section xyxy=(295,38,384,304)
article-headline: AUSTRALIAN SHIPPING STRIKE. xyxy=(690,38,756,77)
article-body: Received August 17, 5.5 p.m. The news received here to-day states that the matter is under consideration and further particulars will be announced at an early date. The position is regarded as satisfactory by those concerned, and the negotiations are proceeding. It is stated that the authorities have taken the necessary steps to deal with the situation, and a further report is expected shortly. The meeting was largely attended and the proceedings were of an interesting character throughout. —Aus.-N.Z. Cable Assn. Received August 17, 5.5 p.m. The news received here to-day states that the matter is under consideration and further particulars will be announced at an early date. The position is regarded as satisfactory by those concerned, and the negotiations are proceeding. It is stated that the authorities have taken the necessary steps to deal with the situation, and a further report is expected shortly. The meeting was largely attended and the proceedings were of an interesting character throughout. —Aus.-N.Z. Cable Assn. Received August 17, 5.5 p.m. The news received here to-day states that the matter is under consideration and further particulars will be announced at an early date. The position is regarded as satisfactory by those concerned, and the negotiations are proceeding. It is stated that the authorities have taken the necessary steps to deal with the situation, and a further report is expected shortly. The meeting was largely attended and the proceedings were of an interesting character throughout. —Aus.-N.Z. Cable Assn. xyxy=(199,554,289,750)
article-subheading: REPORT AND BALANCE-SHEET. xyxy=(491,299,571,305)
column-5 xyxy=(388,35,484,2108)
subheading-rule xyxy=(300,1241,379,1242)
article-subheading: ADVANCE ON PETROGRAD. xyxy=(113,57,184,64)
article-body: Received August 17, 5.5 p.m. The news received here to-day states that the matter is under consideration and further particulars will be announced at an early date. The position is regarded as satisfactory by those concerned, and the negotiations are proceeding. It is stated that the authorities have taken the necessary steps to deal with the situation, and a further report is expected shortly. The meeting was largely attended and the proceedings were of an interesting character throughout. —Aus.-N.Z. Cable Assn. Received August 17, 5.5 p.m. The news received here to-day states that the matter is under consideration and further particulars will be announced at an early date. The position is regarded as satisfactory by those concerned, and the negotiations are proceeding. It is stated that the authorities have taken the necessary steps to deal with the situation, and a further report is expected shortly. The meeting was largely attended and the proceedings were of an interesting character throughout. —Aus.-N.Z. Cable Assn. Received August 17, 5.5 p.m. The news received here to-day states that the matter is under consideration and further particulars will be announced at an early date. The position is regarded as satisfactory by those concerned, and the negotiations are proceeding. It is stated that the authorities have taken the necessary steps to deal with the situation, and a further report is expected shortly. The meeting was largely attended and the proceedings were of an interesting character throughout. —Aus.-N.Z. Cable Assn. xyxy=(678,325,768,515)
article-subheading: ELECTION OF CHAIRMAN. xyxy=(593,665,660,672)
article-body: Received August 17, 5.5 p.m. The news received here to-day states that the matter is under consideration and further particulars will be announced at an early date. The position is regarded as satisfactory by those concerned, and the negotiations are proceeding. It is stated that the authorities have taken the necessary steps to deal with the situation, and a further report is expected shortly. The meeting was largely attended and the proceedings were of an interesting character throughout. —Aus.-N.Z. Cable Assn. Received August 17, 5.5 p.m. The news received here to-day states that the matter is under consideration and further particulars will be announced at an early date. The position is regarded as satisfactory by those concerned, and the negotiations are proceeding. It is stated that the authorities have taken the necessary steps to deal with the situation, and a further report is expected shortly. The meeting was largely attended and the proceedings were of an interesting character throughout. —Aus.-N.Z. Cable Assn. Received August 17, 5.5 p.m. The news received here to-day states that the matter is under consideration and further particulars will be announced at an early date. The position is regarded as satisfactory by those concerned, and the negotiations are proceeding. It is stated that the authorities have taken the necessary steps to deal with the situation, and a further report is expected shortly. The meeting was largely attended and the proceedings were of an interesting character throughout. —Aus.-N.Z. Cable Assn. xyxy=(391,1412,480,1607)
article-subheading: ELECTION OF DIRECTORS. xyxy=(592,37,661,43)
article-section xyxy=(486,38,576,298)
article-section xyxy=(391,712,480,920)
masthead xyxy=(0,0,969,35)
article-body: Received August 17, 5.5 p.m. The news received here to-day states that the matter is under consideration and further particulars will be announced at an early date. The position is regarded as satisfactory by those concerned, and the negotiations are proceeding. It is stated that the authorities have taken the necessary steps to deal with the situation, and a further report is expected shortly. The meeting was largely attended and the proceedings were of an interesting character throughout. —Aus.-N.Z. Cable Assn. Received August 17, 5.5 p.m. The news received here to-day states that the matter is under consideration and further particulars will be announced at an early date. The position is regarded as satisfactory by those concerned, and the negotiations are proceeding. It is stated that the authorities have taken the necessary steps to deal with the situation, and a further report is expected shortly. The meeting was largely attended and the proceedings were of an interesting character throughout. —Aus.-N.Z. Cable Assn. Received August 17, 5.5 p.m. The news received here to-day states that the matter is under consideration and further particulars will be announced at an early date. The position is regarded as satisfactory by those concerned, and the negotiations are proceeding. It is stated that the authorities have taken the necessary steps to deal with the situation, and a further report is expected shortly. The meeting was largely attended and the proceedings were of an interesting character throughout. —Aus.-N.Z. Cable Assn. Received August 17, 5.5 p.m. The news received here to-day states that the matter is under consideration and further particulars will be announced at an early date. The position is regarded as satisfactory by those concerned, and the negotiations are proceeding. It is stated that the authorities have taken the necessary steps to deal with the situation, and a further report is expected shortly. The meeting was largely attended and the proceedings were of an interesting character throughout. —Aus.-N.Z. Cable Assn. xyxy=(104,2034,193,2291)
headline-rule xyxy=(109,54,188,55)
article-subheading: GENERAL. xyxy=(613,455,640,462)
subheading-rule xyxy=(300,774,379,775)
article-section xyxy=(678,967,776,1190)
article-section xyxy=(8,2067,97,2319)
subheading-rule xyxy=(396,302,475,303)
article-body: Received August 17, 5.5 p.m. The news received here to-day states that the matter is under consideration and further particulars will be announced at an early date. The position is regarded as satisfactory by those concerned, and the negotiations are proceeding. It is stated that the authorities have taken the necessary steps to deal with the situation, and a further report is expected shortly. The meeting was largely attended and the proceedings were of an interesting character throughout. —Aus.-N.Z. Cable Assn. Received August 17, 5.5 p.m. The news received here to-day states that the matter is under consideration and further particulars will be announced at an early date. The position is regarded as satisfactory by those concerned, and the negotiations are proceeding. It is stated that the authorities have taken the necessary steps to deal with the situation, and a further report is expected shortly. The meeting was largely attended and the proceedings were of an interesting character throughout. —Aus.-N.Z. Cable Assn. Received August 17, 5.5 p.m. The news received here to-day states that the matter is under consideration and further particulars will be announced at an early date. The position is regarded as satisfactory by those concerned, and the negotiations are proceeding. It is stated that the authorities have taken the necessary steps to deal with the situation, and a further report is expected shortly. The meeting was largely attended and the proceedings were of an interesting character throughout. —Aus.-N.Z. Cable Assn. xyxy=(8,711,97,907)
article-body: Received August 17, 5.5 p.m. The news received here to-day states that the matter is under consideration and further particulars will be announced at an early date. The position is regarded as satisfactory by those concerned, and the negotiations are proceeding. It is stated that the authorities have taken the necessary steps to deal with the situation, and a further report is expected shortly. The meeting was largely attended and the proceedings were of an interesting character throughout. —Aus.-N.Z. Cable Assn. Received August 17, 5.5 p.m. The news received here to-day states that the matter is under consideration and further particulars will be announced at an early date. The position is regarded as satisfactory by those concerned, and the negotiations are proceeding. It is stated that the authorities have taken the necessary steps to deal with the situation, and a further report is expected shortly. The meeting was largely attended and the proceedings were of an interesting character throughout. —Aus.-N.Z. Cable Assn. Received August 17, 5.5 p.m. The news received here to-day states that the matter is under consideration and further particulars will be announced at an early date. The position is regarded as satisfactory by those concerned, and the negotiations are proceeding. It is stated that the authorities have taken the necessary steps to deal with the situation, and a further report is expected shortly. The meeting was largely attended and the proceedings were of an interesting character throughout. —Aus.-N.Z. Cable Assn. xyxy=(678,999,768,1190)
article-headline: ANGLO-RUSSIAN RELATIONS. xyxy=(10,1823,96,1849)
article-body: Received August 17, 5.5 p.m. The news received here to-day states that the matter is under consideration and further particulars will be announced at an early date. The position is regarded as satisfactory by those concerned, and the negotiations are proceeding. It is stated that the authorities have taken the necessary steps to deal with the situation, and a further report is expected shortly. The meeting was largely attended and the proceedings were of an interesting character throughout. —Aus.-N.Z. Cable Assn. Received August 17, 5.5 p.m. The news received here to-day states that the matter is under consideration and further particulars will be announced at an early date. The position is regarded as satisfactory by those concerned, and the negotiations are proceeding. It is stated that the authorities have taken the necessary steps to deal with the situation, and a further report is expected shortly. The meeting was largely attended and the proceedings were of an interesting character throughout. —Aus.-N.Z. Cable Assn. Received August 17, 5.5 p.m. The news received here to-day states that the matter is under consideration and further particulars will be announced at an early date. The position is regarded as satisfactory by those concerned, and the negotiations are proceeding. It is stated that the authorities have taken the necessary steps to deal with the situation, and a further report is expected shortly. The meeting was largely attended and the proceedings were of an interesting character throughout. —Aus.-N.Z. Cable Assn. xyxy=(8,1394,97,1590)
article-section xyxy=(8,693,97,907)
article-body: Received August 17, 5.5 p.m. The news received here to-day states that the matter is under consideration and further particulars will be announced at an early date. The position is regarded as satisfactory by those concerned, and the negotiations are proceeding. It is stated that the authorities have taken the necessary steps to deal with the situation, and a further report is expected shortly. The meeting was largely attended and the proceedings were of an interesting character throughout. —Aus.-N.Z. Cable Assn. Received August 17, 5.5 p.m. The news received here to-day states that the matter is under consideration and further particulars will be announced at an early date. The position is regarded as satisfactory by those concerned, and the negotiations are proceeding. It is stated that the authorities have taken the necessary steps to deal with the situation, and a further report is expected shortly. The meeting was largely attended and the proceedings were of an interesting character throughout. —Aus.-N.Z. Cable Assn. Received August 17, 5.5 p.m. The news received here to-day states that the matter is under consideration and further particulars will be announced at an early date. The position is regarded as satisfactory by those concerned, and the negotiations are proceeding. It is stated that the authorities have taken the necessary steps to deal with the situation, and a further report is expected shortly. The meeting was largely attended and the proceedings were of an interesting character throughout. —Aus.-N.Z. Cable Assn. xyxy=(8,1157,97,1353)
article-body: Received August 17, 5.5 p.m. The news received here to-day states that the matter is under consideration and further particulars will be announced at an early date. The position is regarded as satisfactory by those concerned, and the negotiations are proceeding. It is stated that the authorities have taken the necessary steps to deal with the situation, and a further report is expected shortly. The meeting was largely attended and the proceedings were of an interesting character throughout. —Aus.-N.Z. Cable Assn. Received August 17, 5.5 p.m. The news received here to-day states that the matter is under consideration and further particulars will be announced at an early date. The position is regarded as satisfactory by those concerned, and the negotiations are proceeding. It is stated that the authorities have taken the necessary steps to deal with the situation, and a further report is expected shortly. The meeting was largely attended and the proceedings were of an interesting character throughout. —Aus.-N.Z. Cable Assn. Received August 17, 5.5 p.m. The news received here to-day states that the matter is under consideration and further particulars will be announced at an early date. The position is regarded as satisfactory by those concerned, and the negotiations are proceeding. It is stated that the authorities have taken the necessary steps to deal with the situation, and a further report is expected shortly. The meeting was largely attended and the proceedings were of an interesting character throughout. —Aus.-N.Z. Cable Assn. xyxy=(391,724,480,919)
subheading-rule xyxy=(300,92,379,93)
headline-rule xyxy=(683,534,763,535)
article-body: Received August 17, 5.5 p.m. The news received here to-day states that the matter is under consideration and further particulars will be announced at an early date. The position is regarded as satisfactory by those concerned, and the negotiations are proceeding. It is stated that the authorities have taken the necessary steps to deal with the situation, and a further report is expected shortly. The meeting was largely attended and the proceedings were of an interesting character throughout. —Aus.-N.Z. Cable Assn. Received August 17, 5.5 p.m. The news received here to-day states that the matter is under consideration and further particulars will be announced at an early date. The position is regarded as satisfactory by those concerned, and the negotiations are proceeding. It is stated that the authorities have taken the necessary steps to deal with the situation, and a further report is expected shortly. The meeting was largely attended and the proceedings were of an interesting character throughout. —Aus.-N.Z. Cable Assn. Received August 17, 5.5 p.m. The news received here to-day states that the matter is under consideration and further particulars will be announced at an early date. The position is regarded as satisfactory by those concerned, and the negotiations are proceeding. It is stated that the authorities have taken the necessary steps to deal with the situation, and a further report is expected shortly. The meeting was largely attended and the proceedings were of an interesting character throughout. —Aus.-N.Z. Cable Assn. xyxy=(104,507,193,703)
article-subheading: GERMAN OPPOSITION WEAKENING. xyxy=(311,1474,368,1488)
subheading-rule xyxy=(396,80,475,81)
article-section xyxy=(104,1611,193,1819)
article-headline: BACK FROM THE WAR. xyxy=(679,1192,766,1218)
article-headline: BELGIUM. xyxy=(19,1593,86,1607)
subheading-rule xyxy=(300,1491,379,1492)
article-subheading: VICTORY ON DWINA FRONT. xyxy=(112,70,184,77)
article-subheading: MR. CARNEGIE'S FUNERAL. xyxy=(113,1611,184,1618)
article-section xyxy=(678,519,768,740)
article-body: Received August 17, 5.5 p.m. The news received here to-day states that the matter is under consideration and further particulars will be announced at an early date. The position is regarded as satisfactory by those concerned, and the negotiations are proceeding. It is stated that the authorities have taken the necessary steps to deal with the situation, and a further report is expected shortly. The meeting was largely attended and the proceedings were of an interesting character throughout. —Aus.-N.Z. Cable Assn. Received August 17, 5.5 p.m. The news received here to-day states that the matter is under consideration and further particulars will be announced at an early date. The position is regarded as satisfactory by those concerned, and the negotiations are proceeding. It is stated that the authorities have taken the necessary steps to deal with the situation, and a further report is expected shortly. The meeting was largely attended and the proceedings were of an interesting character throughout. —Aus.-N.Z. Cable Assn. Received August 17, 5.5 p.m. The news received here to-day states that the matter is under consideration and further particulars will be announced at an early date. The position is regarded as satisfactory by those concerned, and the negotiations are proceeding. It is stated that the authorities have taken the necessary steps to deal with the situation, and a further report is expected shortly. The meeting was largely attended and the proceedings were of an interesting character throughout. —Aus.-N.Z. Cable Assn. xyxy=(678,1238,768,1427)
article-section xyxy=(295,976,384,1209)
article-headline: AUSTRIA. xyxy=(21,1125,84,1140)
